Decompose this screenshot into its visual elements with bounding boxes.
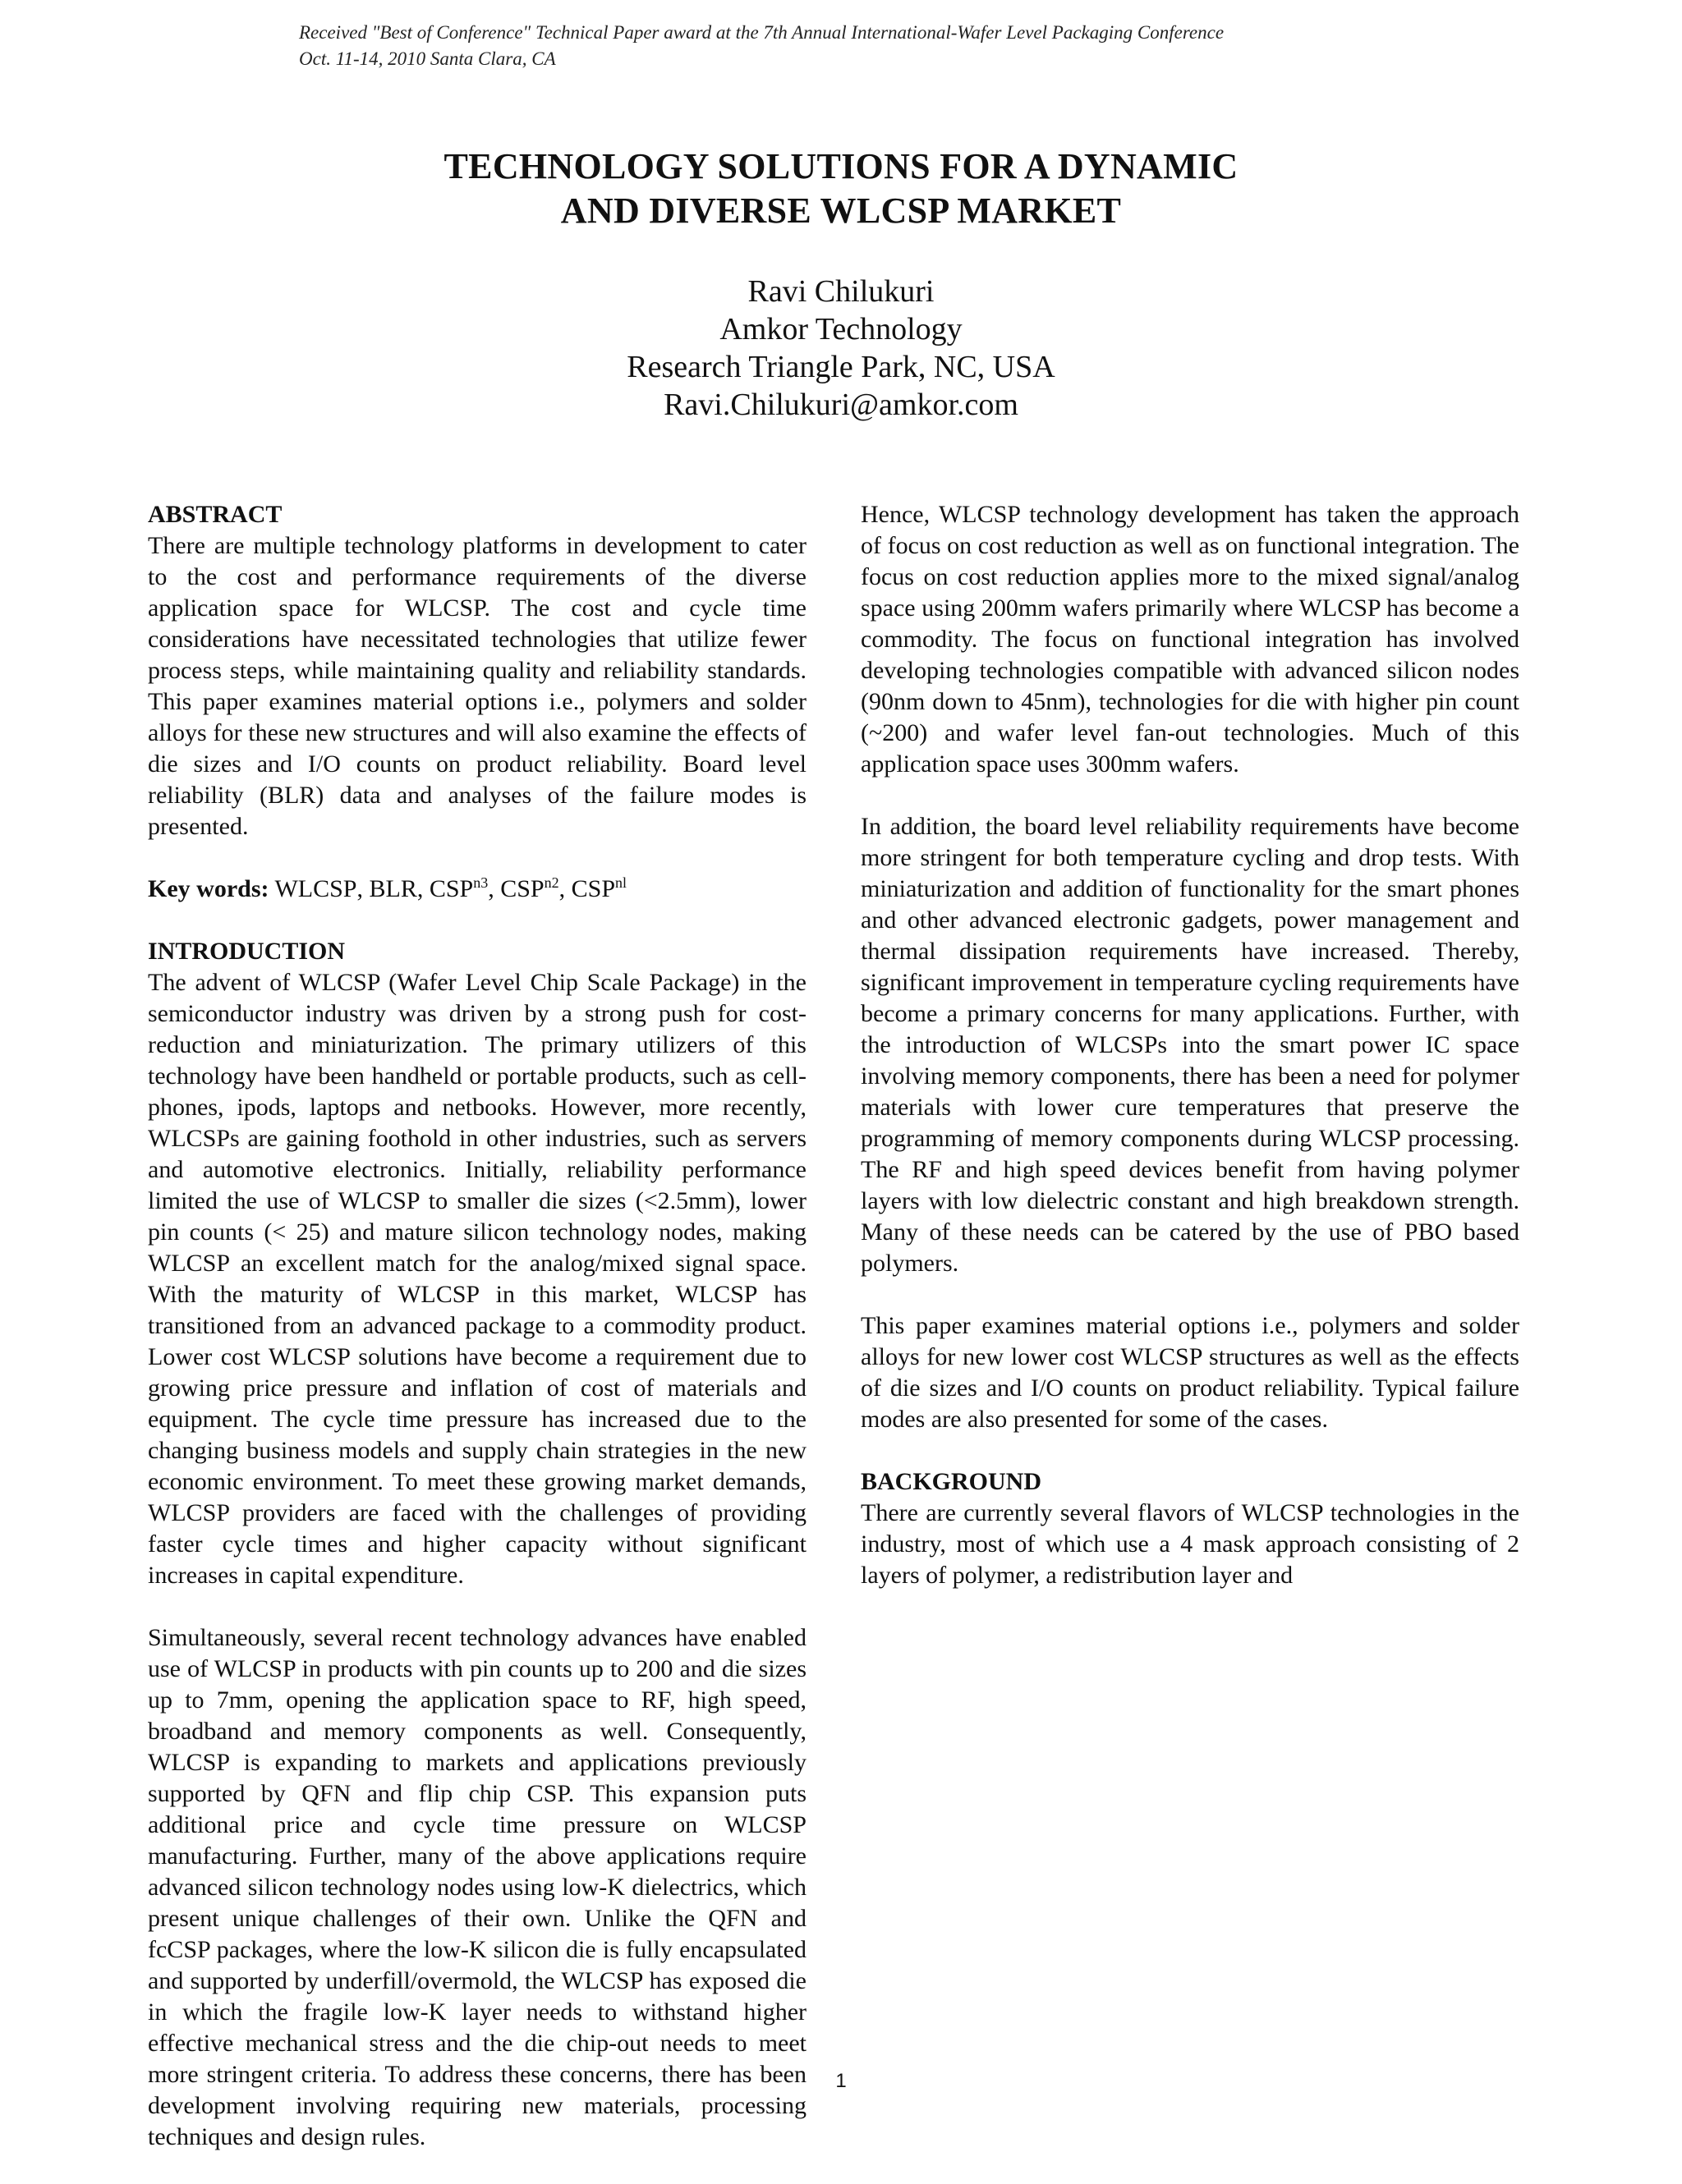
introduction-paragraph-2: Simultaneously, several recent technology advances have enabled use of WLCSP in products with pin counts up to 200 and die sizes up to 7mm, opening the application space to RF, high speed, broadband and memory components as well. Consequently, WLCSP is expanding to markets and applications previously supported by QFN and flip chip CSP. This expansion puts additional price and cycle time pressure on WLCSP manufacturing. Further, many of the above applications require advanced silicon technology nodes using low-K dielectrics, which present unique challenges of their own. Unlike the QFN and fcCSP packages, where the low-K silicon die is fully encapsulated and supported by underfill/overmold, the WLCSP has exposed die in which the fragile low-K layer needs to withstand higher effective mechanical stress and the die chip-out needs to meet more stringent criteria. To address these concerns, there has been development involving requiring new materials, processing techniques and design rules. (148, 1624, 807, 2150)
author-location: Research Triangle Park, NC, USA (627, 350, 1055, 384)
award-note-line-1: Received "Best of Conference" Technical Paper award at the 7th Annual International-Wafer Level Packaging Conference (299, 22, 1225, 43)
paper-title-line-2: AND DIVERSE WLCSP MARKET (560, 190, 1122, 231)
right-column (861, 499, 1519, 1622)
introduction-paragraph-3: Hence, WLCSP technology development has taken the approach of focus on cost reduction as well as on functional integration. The focus on cost reduction applies more to the mixed signal/analog space using 200mm wafers primarily where WLCSP has become a commodity. The focus on functional integration has involved developing technologies compatible with advanced silicon nodes (90nm down to 45nm), technologies for die with higher pin count (~200) and wafer level fan-out technologies. Much of this application space uses 300mm wafers. (861, 501, 1519, 778)
award-note (299, 20, 1531, 72)
introduction-paragraph-4: In addition, the board level reliability requirements have become more stringent for both temperature cycling and drop tests. With miniaturization and addition of functionality for the smart phones and other advanced electronic gadgets, power management and thermal dissipation requirements have increased. Thereby, significant improvement in temperature cycling requirements have become a primary concerns for many applications. Further, with the introduction of WLCSPs into the smart power IC space involving memory components, there has been a need for polymer materials with lower cure temperatures that preserve the programming of memory components during WLCSP processing. The RF and high speed devices benefit from having polymer layers with low dielectric constant and high breakdown strength. Many of these needs can be catered by the use of PBO based polymers. (861, 813, 1519, 1277)
keywords-label: Key words: (148, 875, 269, 902)
keywords-list (274, 875, 627, 902)
keyword-item: $CSP^{n2}$, (500, 874, 572, 902)
introduction-heading: INTRODUCTION (148, 938, 346, 965)
keyword-item: BLR, (369, 875, 430, 902)
author-company: Amkor Technology (719, 312, 963, 346)
background-heading: BACKGROUND (861, 1468, 1042, 1495)
author-email: Ravi.Chilukuri@amkor.com (664, 388, 1018, 422)
keyword-item: WLCSP, (274, 875, 370, 902)
keyword-item: $CSP^{n3}$, (429, 874, 501, 902)
abstract-text: There are multiple technology platforms in development to cater to the cost and performance requirements of the diverse application space for WLCSP. The cost and cycle time considerations have necessitated technologies that utilize fewer process steps, while maintaining quality and reliability standards. This paper examines material options i.e., polymers and solder alloys for these new structures and will also examine the effects of die sizes and I/O counts on product reliability. Board level reliability (BLR) data and analyses of the failure modes is presented. (148, 532, 807, 840)
introduction-paragraph-1: The advent of WLCSP (Wafer Level Chip Scale Package) in the semiconductor industry was driven by a strong push for cost-reduction and miniaturization. The primary utilizers of this technology have been handheld or portable products, such as cell-phones, ipods, laptops and netbooks. However, more recently, WLCSPs are gaining foothold in other industries, such as servers and automotive electronics. Initially, reliability performance limited the use of WLCSP to smaller die sizes (<2.5mm), lower pin counts (< 25) and mature silicon technology nodes, making WLCSP an excellent match for the analog/mixed signal space. With the maturity of WLCSP in this market, WLCSP has transitioned from an advanced package to a commodity product. Lower cost WLCSP solutions have become a requirement due to growing price pressure and inflation of cost of materials and equipment. The cycle time pressure has increased due to the changing business models and supply chain strategies in the new economic environment. To meet these growing market demands, WLCSP providers are faced with the challenges of providing faster cycle times and higher capacity without significant increases in capital expenditure. (148, 969, 807, 1589)
award-note-line-2: Oct. 11-14, 2010 Santa Clara, CA (299, 48, 556, 69)
keyword-item: $CSP^{nl}$ (571, 874, 627, 902)
paper-title-line-1: TECHNOLOGY SOLUTIONS FOR A DYNAMIC (443, 146, 1239, 186)
paper-title (0, 145, 1682, 233)
page-number: 1 (835, 2070, 847, 2092)
abstract-heading: ABSTRACT (148, 501, 283, 528)
author-name: Ravi Chilukuri (747, 274, 935, 309)
introduction-paragraph-5: This paper examines material options i.e., polymers and solder alloys for new lower cost WLCSP structures as well as the effects of die sizes and I/O counts on product reliability. Typical failure modes are also presented for some of the cases. (861, 1312, 1519, 1433)
background-text: There are currently several flavors of WLCSP technologies in the industry, most of which use a 4 mask approach consisting of 2 layers of polymer, a redistribution layer and (861, 1499, 1519, 1589)
left-column (148, 499, 807, 2184)
keywords-line (148, 874, 807, 905)
author-block (0, 273, 1682, 424)
